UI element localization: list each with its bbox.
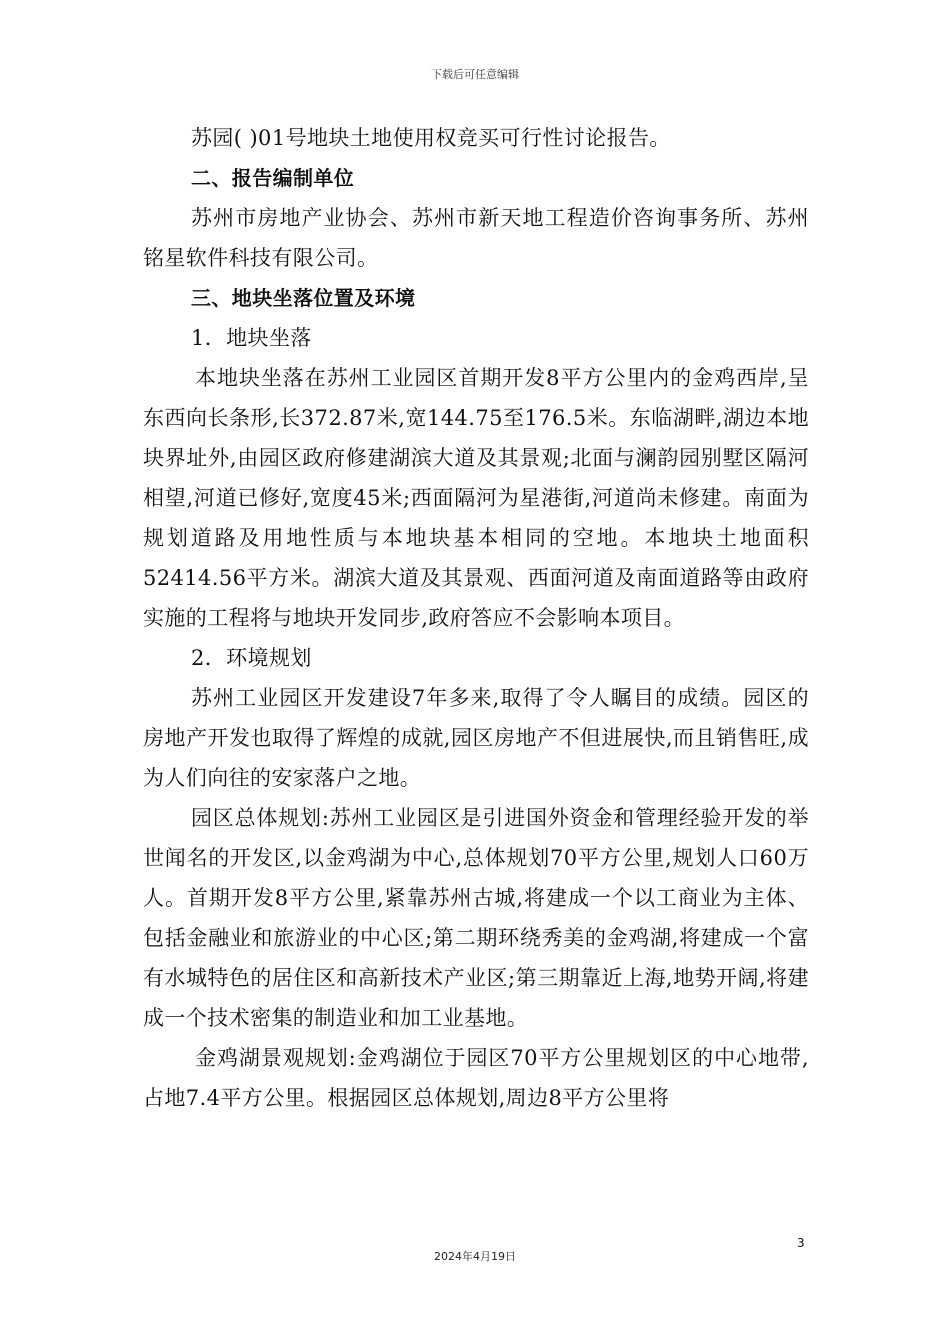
paragraph-authors: 苏州市房地产业协会、苏州市新天地工程造价咨询事务所、苏州铭星软件科技有限公司。	[143, 206, 809, 270]
paragraph-lake-plan: 金鸡湖景观规划:金鸡湖位于园区70平方公里规划区的中心地带,占地7.4平方公里。根据园区总体规划,周边8平方公里将	[143, 1046, 809, 1110]
paragraph-development: 苏州工业园区开发建设7年多来,取得了令人瞩目的成绩。园区的房地产开发也取得了辉煌的成就,园区房地产不但进展快,而且销售旺,成为人们向往的安家落户之地。	[143, 686, 809, 790]
page-footer-date: 2024年4月19日	[434, 1250, 516, 1263]
subheading-environment: 2．环境规划	[191, 646, 312, 670]
heading-section-3: 三、地块坐落位置及环境	[191, 286, 416, 310]
heading-section-2: 二、报告编制单位	[191, 166, 355, 190]
document-body	[143, 118, 809, 1118]
page-number: 3	[797, 1236, 805, 1250]
subheading-location: 1．地块坐落	[191, 326, 312, 350]
paragraph-location: 本地块坐落在苏州工业园区首期开发8平方公里内的金鸡西岸,呈东西向长条形,长372.87米,宽144.75至176.5米。东临湖畔,湖边本地块界址外,由园区政府修建湖滨大道及其景观;北面与澜韵园别墅区隔河相望,河道已修好,宽度45米;西面隔河为星港街,河道尚未修建。南面为规划道路及用地性质与本地块基本相同的空地。本地块土地面积52414.56平方米。湖滨大道及其景观、西面河道及南面道路等由政府实施的工程将与地块开发同步,政府答应不会影响本项目。	[143, 366, 809, 630]
paragraph-report-title: 苏园( )01号地块土地使用权竞买可行性讨论报告。	[191, 126, 671, 150]
paragraph-master-plan: 园区总体规划:苏州工业园区是引进国外资金和管理经验开发的举世闻名的开发区,以金鸡湖为中心,总体规划70平方公里,规划人口60万人。首期开发8平方公里,紧靠苏州古城,将建成一个以工商业为主体、包括金融业和旅游业的中心区;第二期环绕秀美的金鸡湖,将建成一个富有水城特色的居住区和高新技术产业区;第三期靠近上海,地势开阔,将建成一个技术密集的制造业和加工业基地。	[143, 806, 809, 1030]
page-header: 下载后可任意编辑	[431, 68, 519, 81]
